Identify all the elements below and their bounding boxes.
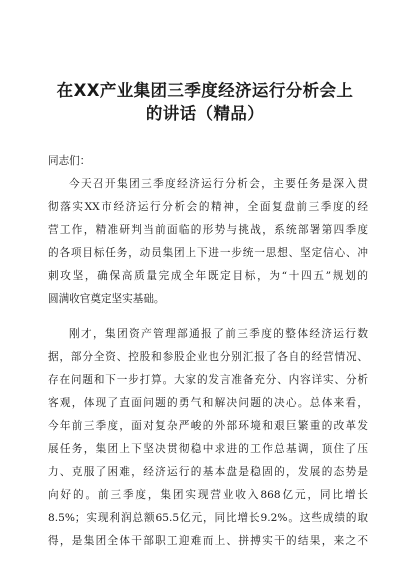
paragraph-1-line: 营工作，精准研判当前面临的形势与挑战，系统部署第四季度 — [48, 224, 368, 236]
paragraph-2-line: 8.5%；实现利润总额65.5亿元，同比增长9.2%。这些成绩的取 — [48, 512, 368, 524]
paragraph-2-line: 今年前三季度，面对复杂严峻的外部环境和艰巨繁重的改革发 — [48, 420, 368, 432]
paragraph-2-line: 力、克服了困难，经济运行的基本盘是稳固的，发展的态势是 — [48, 466, 368, 478]
paragraph-2-line: 展任务，集团上下坚决贯彻稳中求进的工作总基调，顶住了压 — [48, 443, 368, 455]
paragraph-1-line: 刺攻坚，确保高质量完成全年既定目标，为“十四五”规划的 — [48, 270, 368, 282]
paragraph-1-line: 圆满收官奠定坚实基础。 — [48, 293, 165, 305]
paragraph-1-line: 彻落实XX市经济运行分析会的精神，全面复盘前三季度的经 — [48, 201, 368, 213]
salutation: 同志们： — [48, 155, 91, 167]
document-title-line-1: 在XX产业集团三季度经济运行分析会上 — [56, 81, 354, 100]
paragraph-1-line: 的各项目标任务，动员集团上下进一步统一思想、坚定信心、冲 — [48, 247, 368, 259]
paragraph-1-line: 今天召开集团三季度经济运行分析会，主要任务是深入贯 — [69, 178, 368, 190]
document-title-line-2: 的讲话（精品） — [145, 104, 265, 123]
paragraph-2-line: 向好的。前三季度，集团实现营业收入868亿元，同比增长 — [48, 489, 368, 501]
paragraph-2-line: 客观，体现了直面问题的勇气和解决问题的决心。总体来看， — [48, 397, 368, 409]
paragraph-2-line: 刚才，集团资产管理部通报了前三季度的整体经济运行数 — [69, 328, 368, 340]
paragraph-2-line: 据，部分全资、控股和参股企业也分别汇报了各自的经营情况、 — [48, 351, 368, 363]
paragraph-2-line: 得，是集团全体干部职工迎难而上、拼搏实干的结果，来之不 — [48, 535, 368, 547]
paragraph-2-line: 存在问题和下一步打算。大家的发言准备充分、内容详实、分析 — [48, 374, 368, 386]
